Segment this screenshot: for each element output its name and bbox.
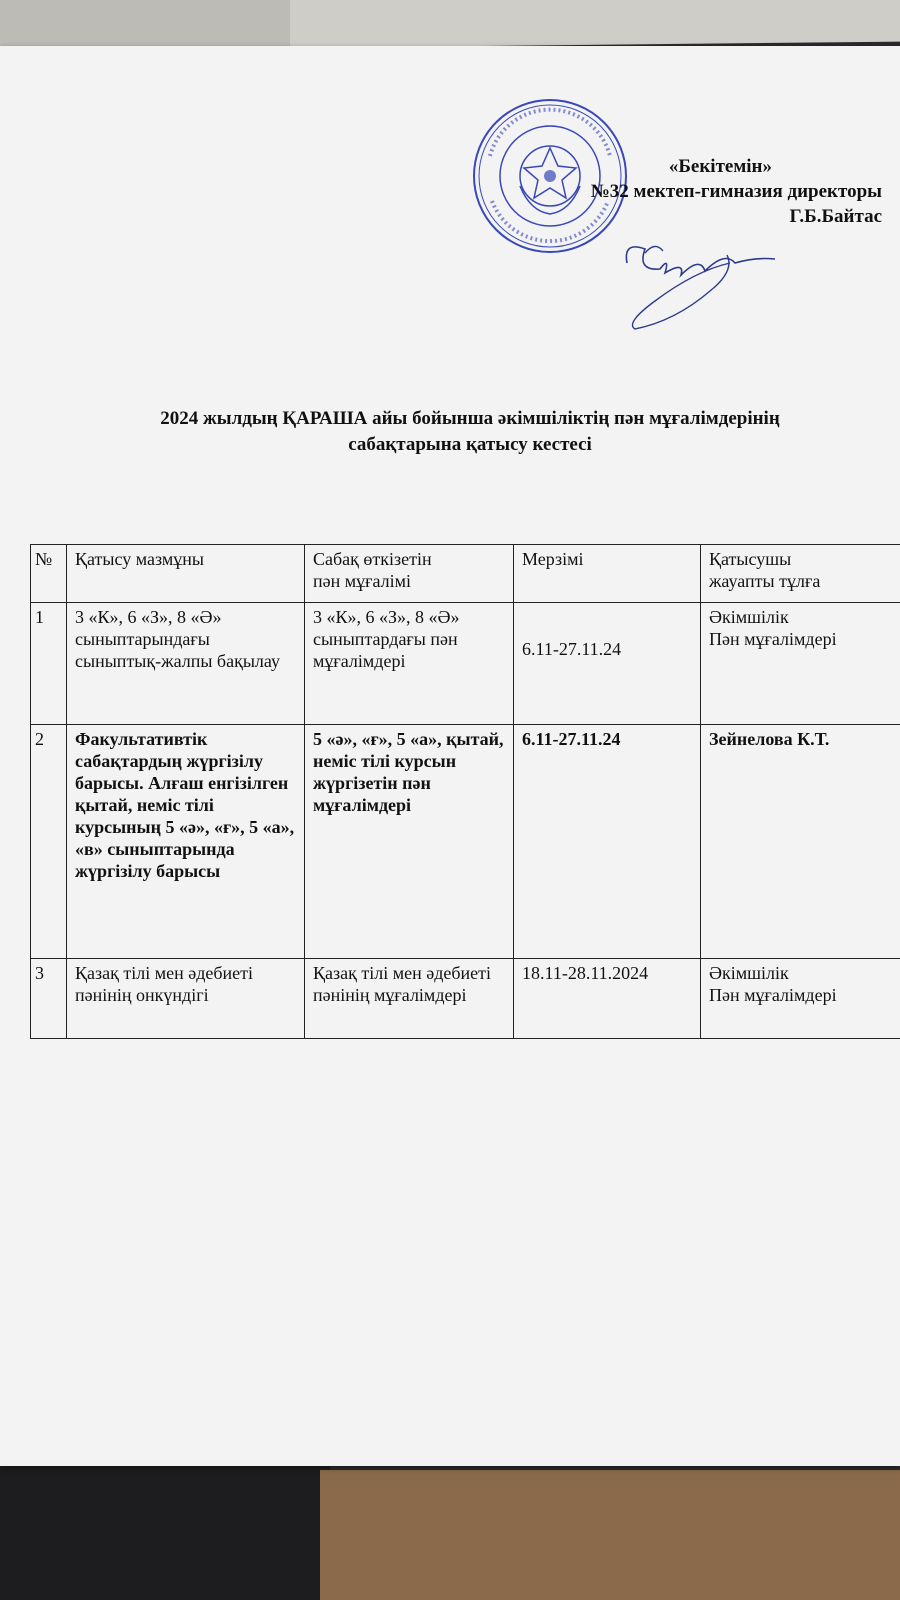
header-date: Мерзімі xyxy=(514,545,701,603)
row-content: 3 «К», 6 «З», 8 «Ә» сыныптарындағы сыныптық-жалпы бақылау xyxy=(67,603,305,725)
document-title-line1: 2024 жылдың ҚАРАША айы бойынша әкімшіліктің пән мұғалімдерінің xyxy=(160,408,780,429)
header-teachers: Сабақ өткізетін пән мұғалімі xyxy=(305,545,514,603)
signature-icon xyxy=(615,211,785,331)
approval-label: «Бекітемін» xyxy=(668,156,772,177)
row-date: 6.11-27.11.24 xyxy=(522,639,622,659)
approval-position: №32 мектеп-гимназия директоры xyxy=(590,181,882,202)
table-row xyxy=(31,959,900,1039)
row-teachers: Қазақ тілі мен әдебиеті пәнінің мұғалімдері xyxy=(305,959,514,1039)
row-content: Қазақ тілі мен әдебиеті пәнінің онкүндігі xyxy=(67,959,305,1039)
row-date: 6.11-27.11.24 xyxy=(514,725,701,959)
row-responsible: Әкімшілік Пән мұғалімдері xyxy=(701,603,900,725)
attendance-schedule-table xyxy=(30,544,900,1039)
document-sheet xyxy=(0,46,900,1466)
header-responsible: Қатысушы жауапты тұлға xyxy=(701,545,900,603)
row-responsible: Әкімшілік Пән мұғалімдері xyxy=(701,959,900,1039)
row-teachers: 3 «К», 6 «З», 8 «Ә» сыныптардағы пән мұғалімдері xyxy=(305,603,514,725)
row-date-cell xyxy=(514,603,701,725)
header-content: Қатысу мазмұны xyxy=(67,545,305,603)
row-number: 3 xyxy=(31,959,67,1039)
table-row xyxy=(31,603,900,725)
document-title xyxy=(40,406,900,458)
background-desk-bottom-left xyxy=(0,1460,330,1600)
row-teachers: 5 «ә», «ғ», 5 «а», қытай, неміс тілі курсын жүргізетін пән мұғалімдері xyxy=(305,725,514,959)
background-desk-top-left xyxy=(0,0,300,48)
row-responsible: Зейнелова К.Т. xyxy=(701,725,900,959)
approval-director-name: Г.Б.Байтас xyxy=(789,206,882,227)
table-header-row xyxy=(31,545,900,603)
background-desk-top-right xyxy=(290,0,900,48)
row-date: 18.11-28.11.2024 xyxy=(514,959,701,1039)
row-number: 2 xyxy=(31,725,67,959)
document-title-line2: сабақтарына қатысу кестесі xyxy=(348,434,592,455)
table-row xyxy=(31,725,900,959)
row-content: Факультативтік сабақтардың жүргізілу барысы. Алғаш енгізілген қытай, неміс тілі курсының 5 «ә», «ғ», 5 «а», «в» сыныптарында жүргізілу барысы xyxy=(67,725,305,959)
row-number: 1 xyxy=(31,603,67,725)
header-number: № xyxy=(31,545,67,603)
background-desk-bottom-right xyxy=(320,1470,900,1600)
